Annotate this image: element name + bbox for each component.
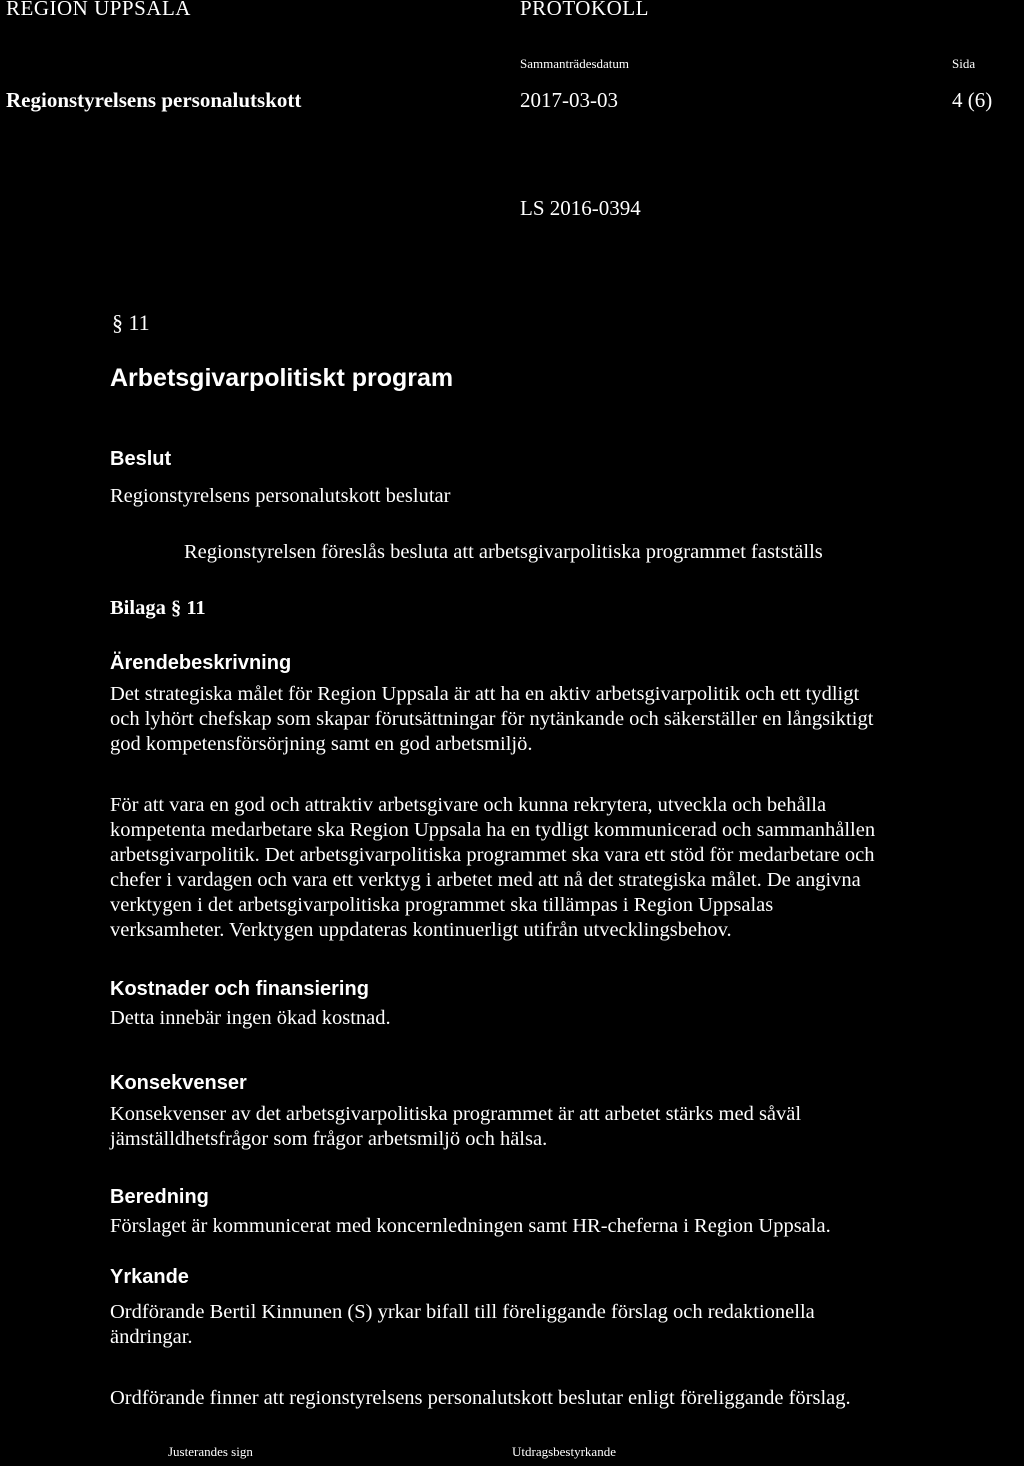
date-label: Sammanträdesdatum bbox=[520, 56, 630, 71]
page-title: Arbetsgivarpolitiskt program bbox=[110, 364, 454, 392]
costs-text: Detta innebär ingen ökad kostnad. bbox=[110, 1007, 391, 1029]
description-line: verktygen i det arbetsgivarpolitiska programmet ska tillämpas i Region Uppsalas bbox=[110, 894, 774, 916]
consequences-heading: Konsekvenser bbox=[110, 1072, 247, 1094]
description-line: chefer i vardagen och vara ett verktyg i arbetet med att nå det strategiska målet. De angivna bbox=[110, 869, 861, 891]
paragraph-number: § 11 bbox=[112, 310, 150, 335]
preparation-heading: Beredning bbox=[110, 1186, 209, 1208]
decision-intro: Regionstyrelsens personalutskott beslutar bbox=[110, 485, 451, 507]
page-number: 4 (6) bbox=[952, 88, 993, 112]
case-number: LS 2016-0394 bbox=[520, 196, 641, 220]
committee-name: Regionstyrelsens personalutskott bbox=[6, 88, 302, 112]
description-line: verksamheter. Verktygen uppdateras kontinuerligt utifrån utvecklingsbehov. bbox=[110, 919, 732, 941]
description-line: kompetenta medarbetare ska Region Uppsala ha en tydligt kommunicerad och sammanhållen bbox=[110, 819, 876, 841]
description-line: Det strategiska målet för Region Uppsala är att ha en aktiv arbetsgivarpolitik och ett tydligt bbox=[110, 683, 860, 705]
preparation-text: Förslaget är kommunicerat med koncernledningen samt HR-cheferna i Region Uppsala. bbox=[110, 1215, 831, 1237]
consequences-line: jämställdhetsfrågor som frågor arbetsmiljö och hälsa. bbox=[110, 1128, 548, 1150]
motion-line: Ordförande Bertil Kinnunen (S) yrkar bifall till föreliggande förslag och redaktionella bbox=[110, 1301, 815, 1323]
description-line: god kompetensförsörjning samt en god arbetsmiljö. bbox=[110, 733, 533, 755]
extract-certification-label: Utdragsbestyrkande bbox=[512, 1444, 616, 1459]
description-heading: Ärendebeskrivning bbox=[110, 652, 292, 674]
meeting-date: 2017-03-03 bbox=[520, 88, 618, 112]
decision-item: Regionstyrelsen föreslås besluta att arbetsgivarpolitiska programmet fastställs bbox=[184, 541, 823, 563]
motion-heading: Yrkande bbox=[110, 1266, 189, 1288]
motion-conclusion: Ordförande finner att regionstyrelsens personalutskott beslutar enligt föreliggande förslag. bbox=[110, 1387, 851, 1409]
page-label: Sida bbox=[952, 56, 976, 71]
motion-line: ändringar. bbox=[110, 1326, 193, 1348]
description-line: arbetsgivarpolitik. Det arbetsgivarpolitiska programmet ska vara ett stöd för medarbetare och bbox=[110, 844, 875, 866]
costs-heading: Kostnader och finansiering bbox=[110, 978, 369, 1000]
consequences-line: Konsekvenser av det arbetsgivarpolitiska programmet är att arbetet stärks med såväl bbox=[110, 1103, 802, 1125]
decision-heading: Beslut bbox=[110, 448, 172, 470]
organization-name: REGION UPPSALA bbox=[6, 0, 191, 20]
description-line: För att vara en god och attraktiv arbetsgivare och kunna rekrytera, utveckla och behålla bbox=[110, 794, 827, 816]
signature-label: Justerandes sign bbox=[168, 1444, 253, 1459]
description-line: och lyhört chefskap som skapar förutsättningar för nytänkande och säkerställer en långsiktigt bbox=[110, 708, 874, 730]
attachment-reference: Bilaga § 11 bbox=[110, 597, 206, 619]
document-type: PROTOKOLL bbox=[520, 0, 649, 20]
